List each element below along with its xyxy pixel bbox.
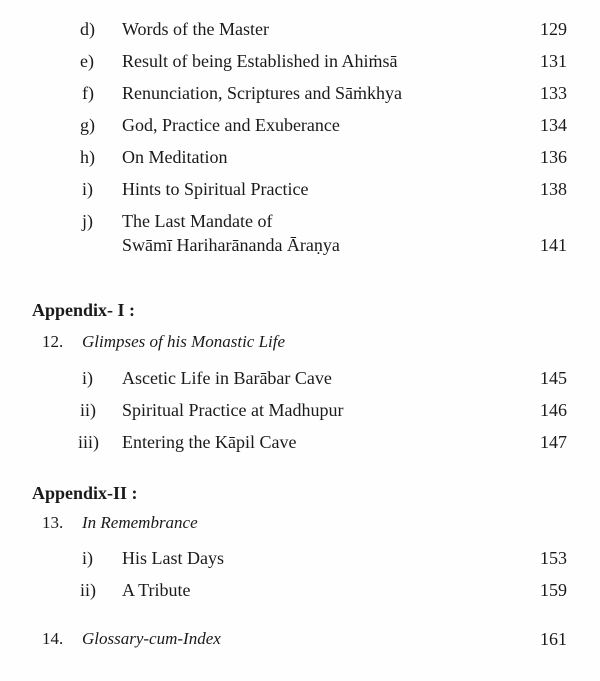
toc-entry-12-i [0, 366, 600, 390]
entry-marker: d) [80, 19, 95, 39]
entry-page: 146 [540, 400, 567, 420]
chapter-title: In Remembrance [82, 513, 198, 532]
entry-marker: g) [80, 115, 95, 135]
entry-marker: iii) [78, 432, 99, 452]
entry-marker: f) [82, 83, 94, 103]
entry-page: 133 [540, 83, 567, 103]
entry-page: 161 [540, 629, 567, 649]
chapter-13 [0, 511, 600, 535]
entry-marker: h) [80, 147, 95, 167]
entry-title: Ascetic Life in Barābar Cave [122, 368, 332, 388]
entry-marker: j) [82, 211, 93, 231]
toc-entry-g [0, 113, 600, 137]
toc-entry-12-iii [0, 430, 600, 454]
toc-entry-13-i [0, 546, 600, 570]
entry-page: 145 [540, 368, 567, 388]
entry-title: Renunciation, Scriptures and Sāṁkhya [122, 83, 402, 103]
entry-marker: i) [82, 179, 93, 199]
entry-page: 159 [540, 580, 567, 600]
appendix-2-heading: Appendix-II : [32, 483, 138, 503]
entry-title: The Last Mandate of [122, 211, 273, 231]
entry-page: 141 [540, 235, 567, 255]
entry-marker: ii) [80, 580, 96, 600]
chapter-number: 13. [42, 513, 64, 532]
entry-page: 153 [540, 548, 567, 568]
entry-marker: ii) [80, 400, 96, 420]
entry-title: His Last Days [122, 548, 224, 568]
entry-page: 138 [540, 179, 567, 199]
entry-title: Hints to Spiritual Practice [122, 179, 309, 199]
appendix-1-heading: Appendix- I : [32, 300, 136, 320]
entry-title: Words of the Master [122, 19, 270, 39]
entry-page: 147 [540, 432, 567, 452]
entry-title: Result of being Established in Ahiṁsā [122, 51, 398, 71]
toc-entry-f [0, 81, 600, 105]
chapter-number: 12. [42, 332, 64, 351]
chapter-title: Glimpses of his Monastic Life [82, 332, 286, 351]
entry-page: 134 [540, 115, 567, 135]
entry-page: 131 [540, 51, 567, 71]
toc-entry-j [0, 209, 600, 233]
toc-entry-h [0, 145, 600, 169]
entry-title: On Meditation [122, 147, 228, 167]
entry-marker: i) [82, 368, 93, 388]
entry-marker: e) [80, 51, 94, 71]
chapter-14 [0, 627, 600, 651]
toc-entry-d [0, 17, 600, 41]
entry-title: Entering the Kāpil Cave [122, 432, 297, 452]
entry-title: Spiritual Practice at Madhupur [122, 400, 344, 420]
entry-title-continued: Swāmī Hariharānanda Āraṇya [122, 235, 340, 255]
entry-title: A Tribute [122, 580, 191, 600]
toc-entry-13-ii [0, 578, 600, 602]
toc-entry-e [0, 49, 600, 73]
entry-page: 136 [540, 147, 567, 167]
chapter-number: 14. [42, 629, 64, 648]
entry-title: God, Practice and Exuberance [122, 115, 340, 135]
entry-page: 129 [540, 19, 567, 39]
toc-entry-j-cont [0, 233, 600, 257]
chapter-12 [0, 330, 600, 354]
entry-marker: i) [82, 548, 93, 568]
chapter-title: Glossary-cum-Index [82, 629, 221, 648]
toc-entry-12-ii [0, 398, 600, 422]
toc-entry-i [0, 177, 600, 201]
